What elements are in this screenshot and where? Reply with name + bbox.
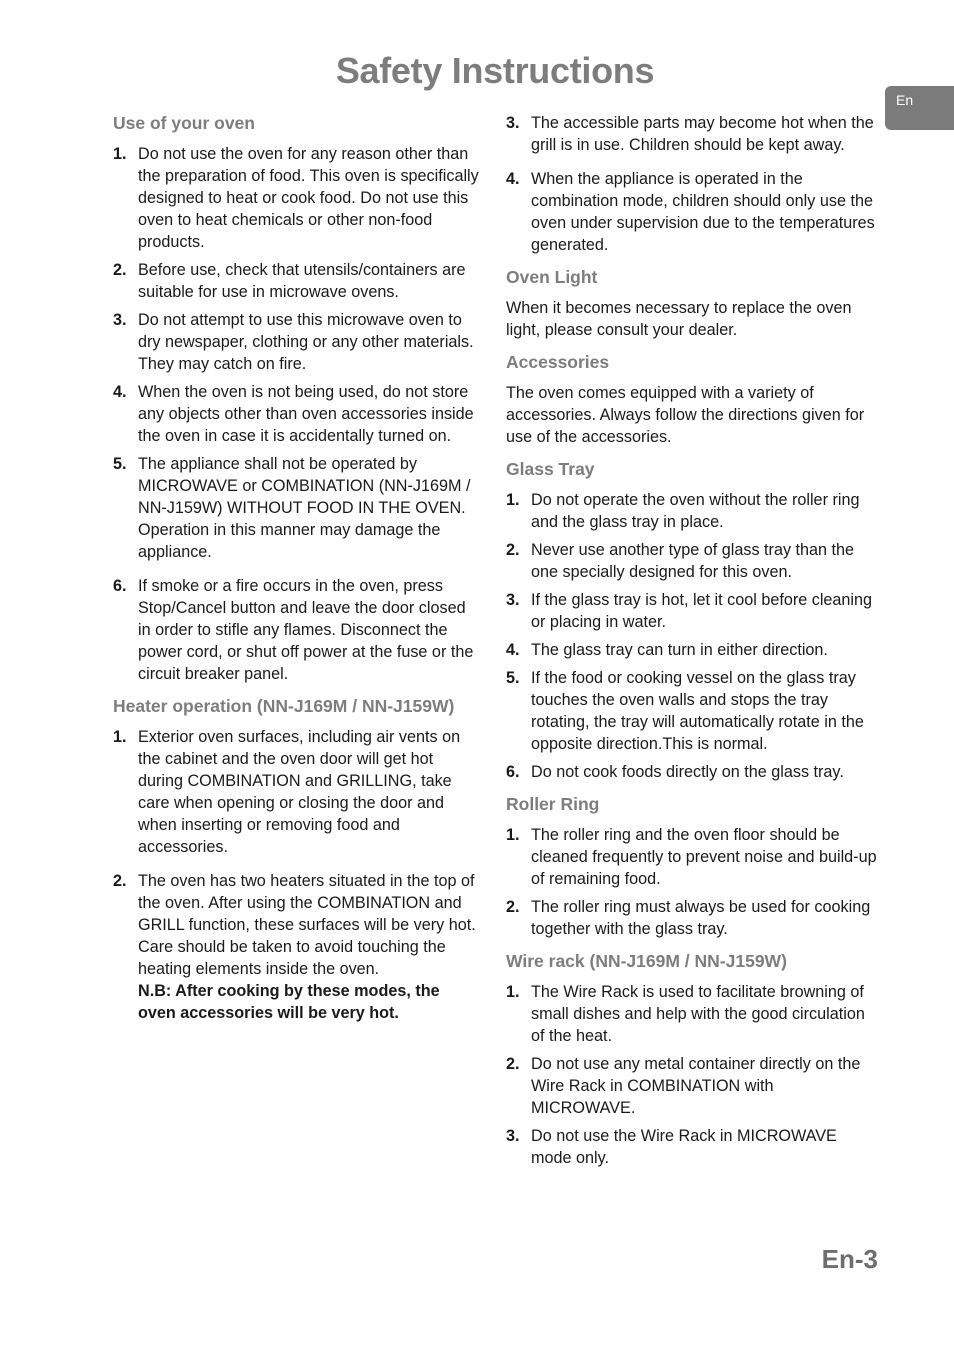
list-item bbox=[113, 381, 479, 447]
list-item bbox=[506, 639, 878, 661]
list-item bbox=[113, 575, 479, 685]
item-number: 1. bbox=[506, 983, 520, 1001]
item-text: The oven has two heaters situated in the top of the oven. After using the COMBINATION and GRILL function, these surfaces will be very hot. Care should be taken to avoid touching the heating elements inside the oven. bbox=[138, 872, 476, 978]
list-item bbox=[506, 667, 878, 755]
item-text: Do not operate the oven without the roller ring and the glass tray in place. bbox=[531, 491, 860, 531]
item-text: Do not use any metal container directly on the Wire Rack in COMBINATION with MICROWAVE. bbox=[531, 1055, 861, 1117]
item-number: 6. bbox=[506, 763, 520, 781]
item-number: 1. bbox=[113, 145, 127, 163]
item-text: Do not use the oven for any reason other than the preparation of food. This oven is specifically designed to heat or cook food. Do not use this oven to heat chemicals or other non-food products. bbox=[138, 145, 479, 251]
item-text: The appliance shall not be operated by MICROWAVE or COMBINATION (NN-J169M / NN-J159W) WITHOUT FOOD IN THE OVEN. Operation in this manner may damage the appliance. bbox=[138, 455, 471, 561]
instruction-list bbox=[113, 143, 479, 685]
item-text: Do not use the Wire Rack in MICROWAVE mode only. bbox=[531, 1127, 837, 1167]
language-tab-label: En bbox=[896, 92, 914, 108]
item-text: When the oven is not being used, do not store any objects other than oven accessories inside the oven in case it is accidentally turned on. bbox=[138, 383, 474, 445]
item-text: The accessible parts may become hot when the grill is in use. Children should be kept away. bbox=[531, 114, 874, 154]
section-roller-ring bbox=[506, 793, 878, 940]
item-number: 3. bbox=[113, 311, 127, 329]
section-heading: Glass Tray bbox=[506, 459, 595, 479]
item-number: 2. bbox=[506, 898, 520, 916]
item-text: If the food or cooking vessel on the glass tray touches the oven walls and stops the tray rotating, the tray will automatically rotate in the opposite direction.This is normal. bbox=[531, 669, 864, 753]
list-item bbox=[113, 259, 479, 303]
item-text: When the appliance is operated in the combination mode, children should only use the oven under supervision due to the temperatures generated. bbox=[531, 170, 875, 254]
item-number: 5. bbox=[506, 669, 520, 687]
section-heading: Oven Light bbox=[506, 267, 598, 287]
item-number: 1. bbox=[506, 491, 520, 509]
instruction-list bbox=[506, 489, 878, 783]
item-text: Exterior oven surfaces, including air vents on the cabinet and the oven door will get hot during COMBINATION and GRILLING, take care when opening or closing the door and when inserting or removing food and accessories. bbox=[138, 728, 461, 856]
list-item bbox=[113, 453, 479, 563]
list-item bbox=[113, 870, 479, 1024]
section-oven-light bbox=[506, 266, 878, 341]
item-text: If the glass tray is hot, let it cool before cleaning or placing in water. bbox=[531, 591, 873, 631]
instruction-list bbox=[506, 112, 878, 256]
item-number: 6. bbox=[113, 577, 127, 595]
item-number: 2. bbox=[506, 1055, 520, 1073]
warning-note: N.B: After cooking by these modes, the oven accessories will be very hot. bbox=[138, 982, 440, 1022]
item-text: Do not attempt to use this microwave oven to dry newspaper, clothing or any other materials. They may catch on fire. bbox=[138, 311, 474, 373]
item-number: 2. bbox=[113, 261, 127, 279]
section-glass-tray bbox=[506, 458, 878, 783]
section-text: The oven comes equipped with a variety of accessories. Always follow the directions given for use of the accessories. bbox=[506, 384, 865, 446]
item-number: 3. bbox=[506, 1127, 520, 1145]
section-heater-operation bbox=[113, 695, 479, 1024]
section-text: When it becomes necessary to replace the oven light, please consult your dealer. bbox=[506, 299, 852, 339]
section-accessories bbox=[506, 351, 878, 448]
right-column bbox=[506, 112, 878, 1179]
section-heater-continued bbox=[506, 112, 878, 256]
item-number: 5. bbox=[113, 455, 127, 473]
section-heading: Heater operation (NN-J169M / NN-J159W) bbox=[113, 696, 455, 716]
item-number: 3. bbox=[506, 114, 520, 132]
item-number: 3. bbox=[506, 591, 520, 609]
list-item bbox=[506, 761, 878, 783]
page-title: Safety Instructions bbox=[335, 50, 655, 91]
section-use-of-oven bbox=[113, 112, 479, 685]
list-item bbox=[506, 489, 878, 533]
list-item bbox=[506, 981, 878, 1047]
list-item bbox=[113, 143, 479, 253]
section-wire-rack bbox=[506, 950, 878, 1169]
item-text: Do not cook foods directly on the glass tray. bbox=[531, 763, 844, 781]
list-item bbox=[506, 168, 878, 256]
list-item bbox=[506, 589, 878, 633]
item-text: If smoke or a fire occurs in the oven, press Stop/Cancel button and leave the door closed in order to stifle any flames. Disconnect the power cord, or shut off power at the fuse or the circuit breaker panel. bbox=[138, 577, 474, 683]
item-text: Never use another type of glass tray than the one specially designed for this oven. bbox=[531, 541, 855, 581]
section-heading: Accessories bbox=[506, 352, 610, 372]
item-number: 4. bbox=[506, 170, 520, 188]
item-number: 4. bbox=[113, 383, 127, 401]
instruction-list bbox=[506, 981, 878, 1169]
item-number: 2. bbox=[113, 872, 127, 890]
left-column bbox=[113, 112, 479, 1034]
item-number: 4. bbox=[506, 641, 520, 659]
item-text: The roller ring and the oven floor should be cleaned frequently to prevent noise and build-up of remaining food. bbox=[531, 826, 877, 888]
item-text: The Wire Rack is used to facilitate browning of small dishes and help with the good circulation of the heat. bbox=[531, 983, 865, 1045]
item-text: Before use, check that utensils/containers are suitable for use in microwave ovens. bbox=[138, 261, 466, 301]
list-item bbox=[506, 112, 878, 156]
item-number: 2. bbox=[506, 541, 520, 559]
section-heading: Roller Ring bbox=[506, 794, 600, 814]
item-number: 1. bbox=[113, 728, 127, 746]
list-item bbox=[506, 1053, 878, 1119]
list-item bbox=[506, 896, 878, 940]
list-item bbox=[506, 539, 878, 583]
item-text: The roller ring must always be used for cooking together with the glass tray. bbox=[531, 898, 871, 938]
list-item bbox=[113, 726, 479, 858]
section-heading: Use of your oven bbox=[113, 113, 255, 133]
list-item bbox=[506, 824, 878, 890]
list-item bbox=[506, 1125, 878, 1169]
instruction-list bbox=[506, 824, 878, 940]
instruction-list bbox=[113, 726, 479, 1024]
item-text: The glass tray can turn in either direction. bbox=[531, 641, 828, 659]
item-number: 1. bbox=[506, 826, 520, 844]
section-heading: Wire rack (NN-J169M / NN-J159W) bbox=[506, 951, 787, 971]
language-tab bbox=[885, 86, 954, 130]
page-number: En-3 bbox=[821, 1244, 878, 1274]
list-item bbox=[113, 309, 479, 375]
